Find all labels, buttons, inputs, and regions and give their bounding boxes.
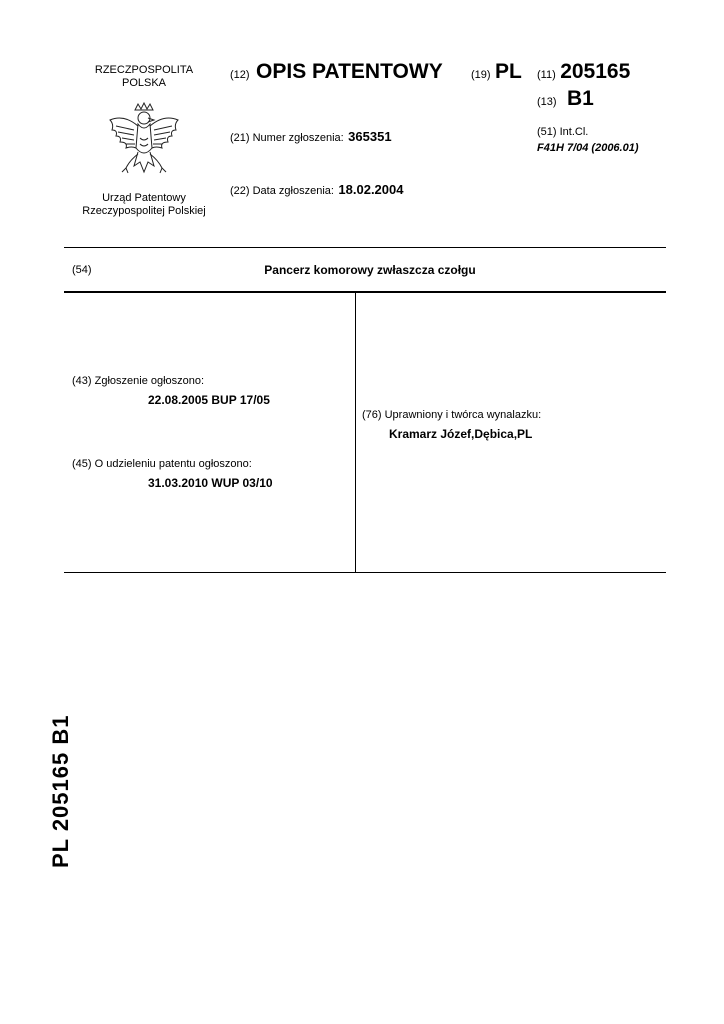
document-type-code: (12) bbox=[230, 69, 250, 81]
bottom-divider bbox=[64, 572, 666, 573]
country-code-label: (19) bbox=[471, 69, 491, 81]
country-line-2: POLSKA bbox=[121, 77, 167, 89]
published-label: (43) Zgłoszenie ogłoszono: bbox=[72, 375, 205, 387]
application-number-label: (21) Numer zgłoszenia: bbox=[230, 132, 344, 144]
application-date-value: 18.02.2004 bbox=[338, 182, 404, 197]
kind-code-value: B1 bbox=[567, 87, 594, 110]
published-value: 22.08.2005 BUP 17/05 bbox=[148, 393, 270, 407]
header-divider bbox=[64, 247, 666, 248]
country-name bbox=[78, 64, 210, 90]
granted-label: (45) O udzieleniu patentu ogłoszono: bbox=[72, 458, 252, 470]
country-line-1: RZECZPOSPOLITA bbox=[94, 64, 194, 76]
owner-value: Kramarz Józef,Dębica,PL bbox=[389, 427, 533, 441]
patent-office-name bbox=[70, 192, 218, 218]
country-code-value: PL bbox=[495, 60, 522, 83]
side-patent-label: PL 205165 B1 bbox=[48, 714, 73, 868]
owner-label: (76) Uprawniony i twórca wynalazku: bbox=[362, 409, 542, 421]
application-number-value: 365351 bbox=[348, 129, 392, 144]
intcl-label: (51) Int.Cl. bbox=[537, 126, 589, 138]
patent-number-value: 205165 bbox=[560, 60, 631, 83]
granted-value: 31.03.2010 WUP 03/10 bbox=[148, 476, 273, 490]
invention-title: Pancerz komorowy zwłaszcza czołgu bbox=[264, 263, 476, 277]
application-date bbox=[230, 181, 403, 199]
kind-code bbox=[537, 87, 594, 111]
title-code: (54) bbox=[72, 264, 92, 276]
application-date-label: (22) Data zgłoszenia: bbox=[230, 185, 334, 197]
country-code bbox=[471, 60, 522, 84]
intcl-value: F41H 7/04 (2006.01) bbox=[537, 142, 639, 154]
eagle-emblem bbox=[104, 102, 184, 186]
document-type bbox=[230, 60, 443, 84]
kind-code-label: (13) bbox=[537, 96, 557, 108]
office-line-2: Rzeczypospolitej Polskiej bbox=[82, 205, 206, 217]
patent-number-code: (11) bbox=[537, 69, 556, 81]
office-line-1: Urząd Patentowy bbox=[102, 192, 186, 204]
column-divider bbox=[355, 292, 356, 573]
document-type-title: OPIS PATENTOWY bbox=[256, 60, 443, 83]
patent-number bbox=[537, 60, 630, 84]
title-divider bbox=[64, 291, 666, 293]
application-number bbox=[230, 128, 392, 146]
